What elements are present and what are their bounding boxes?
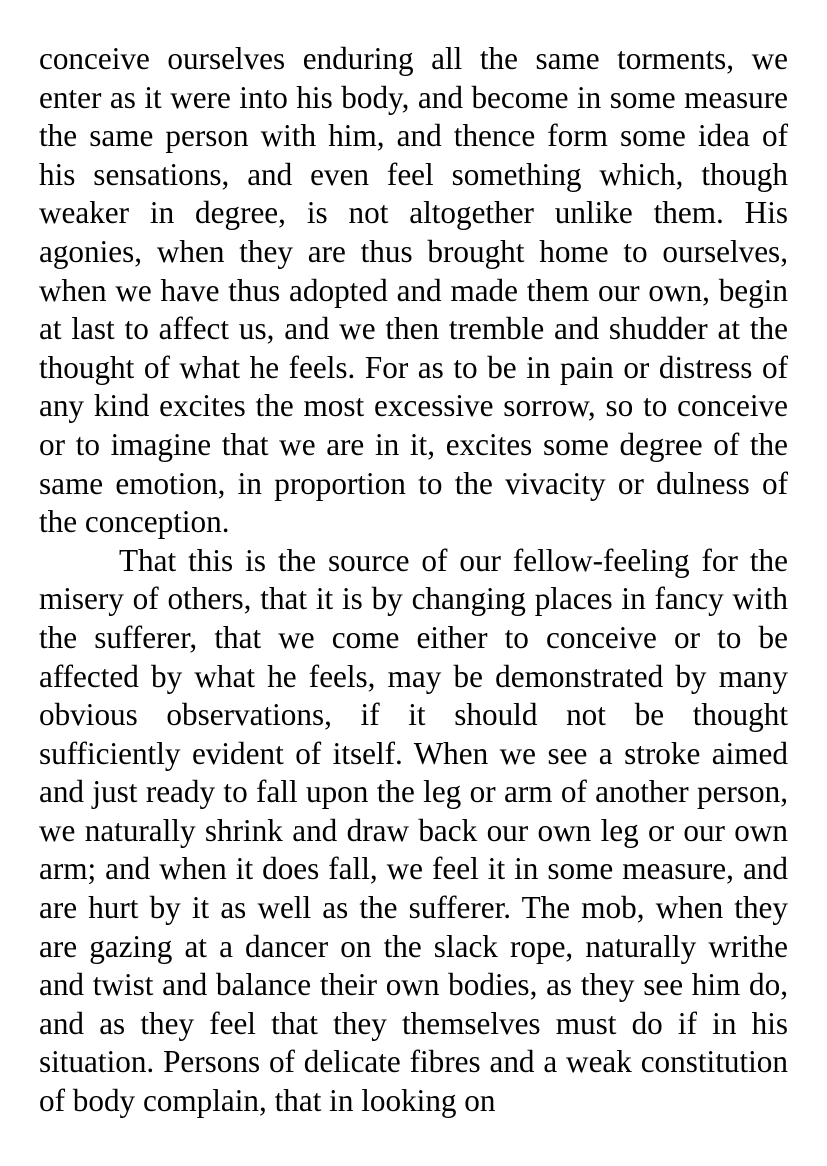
paragraph-fellow-feeling: That this is the source of our fellow-feeling for the misery of others, that it is by changing places in fancy with the sufferer, that we come either to conceive or to be affected by what he feels, may be demonstrated by many obvious observations, if it should not be thought sufficiently evident of itself. When we see a stroke aimed and just ready to fall upon the leg or arm of another person, we naturally shrink and draw back our own leg or our own arm; and when it does fall, we feel it in some measure, and are hurt by it as well as the sufferer. The mob, when they are gazing at a dancer on the slack rope, naturally writhe and twist and balance their own bodies, as they see him do, and as they feel that they themselves must do if in his situation. Persons of delicate fibres and a weak constitution of body complain, that in looking on [39, 542, 788, 1119]
paragraph-continuation: conceive ourselves enduring all the same torments, we enter as it were into his body, and become in some measure the same person with him, and thence form some idea of his sensations, and even feel something which, though weaker in degree, is not altogether unlike them. His agonies, when they are thus brought home to ourselves, when we have thus adopted and made them our own, begin at last to affect us, and we then tremble and shudder at the thought of what he feels. For as to be in pain or distress of any kind excites the most excessive sorrow, so to conceive or to imagine that we are in it, excites some degree of the same emotion, in proportion to the vivacity or dulness of the conception. [39, 41, 788, 540]
document-page [39, 40, 788, 1140]
